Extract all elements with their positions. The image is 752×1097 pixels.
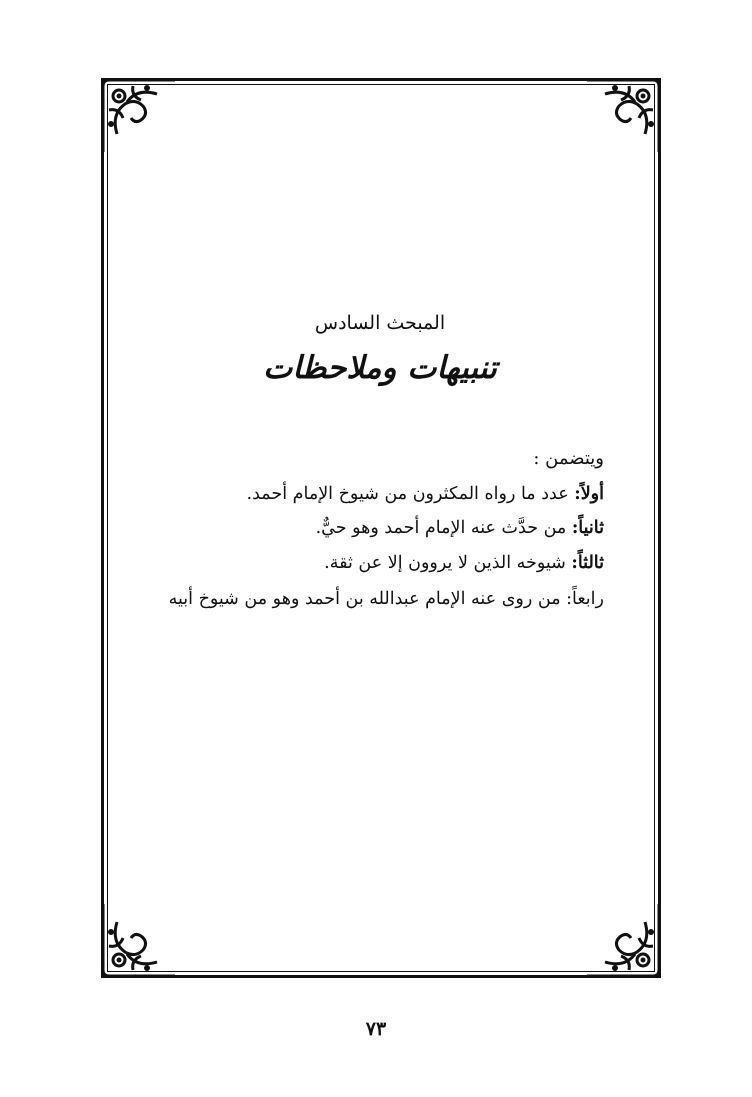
- section-subtitle: المبحث السادس: [314, 312, 446, 334]
- list-item-text: عدد ما رواه المكثرون من شيوخ الإمام أحمد.: [246, 484, 575, 504]
- list-item: [104, 518, 604, 538]
- list-item: [104, 484, 604, 504]
- list-item: [104, 553, 604, 573]
- corner-ornament-top-left: [97, 74, 179, 156]
- list-item-text: من حدَّث عنه الإمام أحمد وهو حيٌّ.: [315, 518, 572, 538]
- corner-ornament-bottom-left: [97, 900, 179, 982]
- list-item-text: من روى عنه الإمام عبدالله بن أحمد وهو من شيوخ أبيه: [168, 589, 567, 609]
- section-title: تنبيهات وملاحظات: [263, 350, 497, 386]
- page-number: ٧٣: [365, 1018, 387, 1040]
- list-item: [104, 589, 604, 609]
- list-item-label: رابعاً:: [566, 589, 604, 609]
- list-item-text: شيوخه الذين لا يروون إلا عن ثقة.: [324, 553, 572, 573]
- list-item-label: ثانياً:: [571, 518, 604, 538]
- intro-text: ويتضمن :: [533, 448, 604, 469]
- corner-ornament-top-right: [583, 74, 665, 156]
- list-item-label: ثالثاً:: [571, 553, 604, 573]
- corner-ornament-bottom-right: [583, 900, 665, 982]
- list-item-label: أولاً:: [574, 484, 604, 504]
